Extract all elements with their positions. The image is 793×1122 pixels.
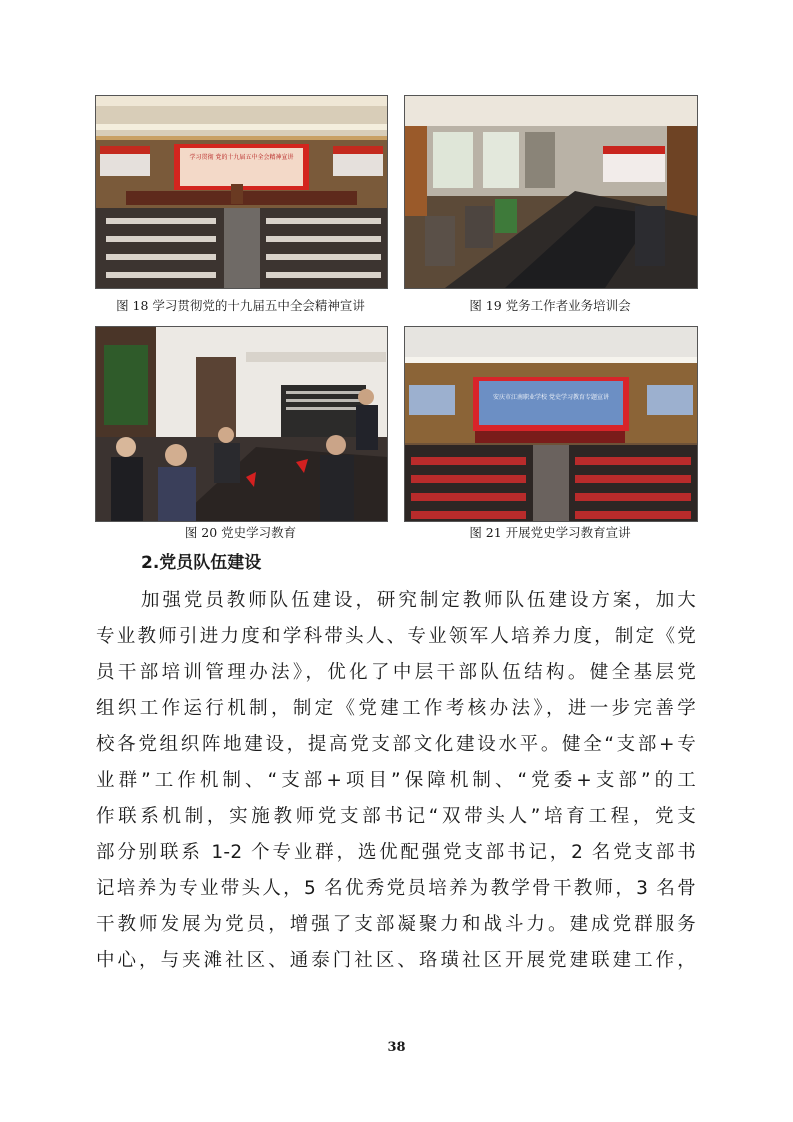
caption-fig18: 图 18 学习贯彻党的十九届五中全会精神宣讲 bbox=[116, 298, 365, 313]
paragraph-line: 作联系机制，实施教师党支部书记“双带头人”培育工程，党支 bbox=[96, 806, 696, 827]
paragraph-line: 组织工作运行机制，制定《党建工作考核办法》，进一步完善学 bbox=[96, 698, 696, 719]
paragraph-line: 中心，与夹滩社区、通泰门社区、珞璜社区开展党建联建工作， bbox=[96, 950, 696, 971]
photo-fig19 bbox=[404, 95, 698, 289]
photo-fig18 bbox=[95, 95, 388, 289]
screen-text-fig21: 安庆市江南职业学校 党史学习教育专题宣讲 bbox=[493, 394, 609, 401]
photo-fig21 bbox=[404, 326, 698, 522]
paragraph-line: 干教师发展为党员，增强了支部凝聚力和战斗力。建成党群服务 bbox=[96, 914, 696, 935]
section-heading: 2.党员队伍建设 bbox=[141, 553, 262, 573]
caption-fig19: 图 19 党务工作者业务培训会 bbox=[469, 298, 631, 313]
page-number: 38 bbox=[387, 1040, 406, 1055]
screen-text-fig18: 学习贯彻 党的十九届五中全会精神宣讲 bbox=[189, 154, 294, 161]
caption-fig20: 图 20 党史学习教育 bbox=[184, 525, 297, 540]
paragraph-line: 员干部培训管理办法》，优化了中层干部队伍结构。健全基层党 bbox=[96, 662, 696, 683]
paragraph-line: 校各党组织阵地建设，提高党支部文化建设水平。健全“支部+专 bbox=[96, 734, 696, 755]
paragraph-line: 专业教师引进力度和学科带头人、专业领军人培养力度，制定《党 bbox=[96, 626, 696, 647]
paragraph-line: 部分别联系 1-2 个专业群，选优配强党支部书记，2 名党支部书 bbox=[96, 842, 696, 863]
paragraph-line: 记培养为专业带头人，5 名优秀党员培养为教学骨干教师，3 名骨 bbox=[96, 878, 696, 899]
caption-fig21: 图 21 开展党史学习教育宣讲 bbox=[469, 525, 631, 540]
paragraph-line: 加强党员教师队伍建设，研究制定教师队伍建设方案，加大 bbox=[141, 590, 696, 611]
paragraph-line: 业群”工作机制、“支部+项目”保障机制、“党委+支部”的工 bbox=[96, 770, 696, 791]
photo-fig20 bbox=[95, 326, 388, 522]
